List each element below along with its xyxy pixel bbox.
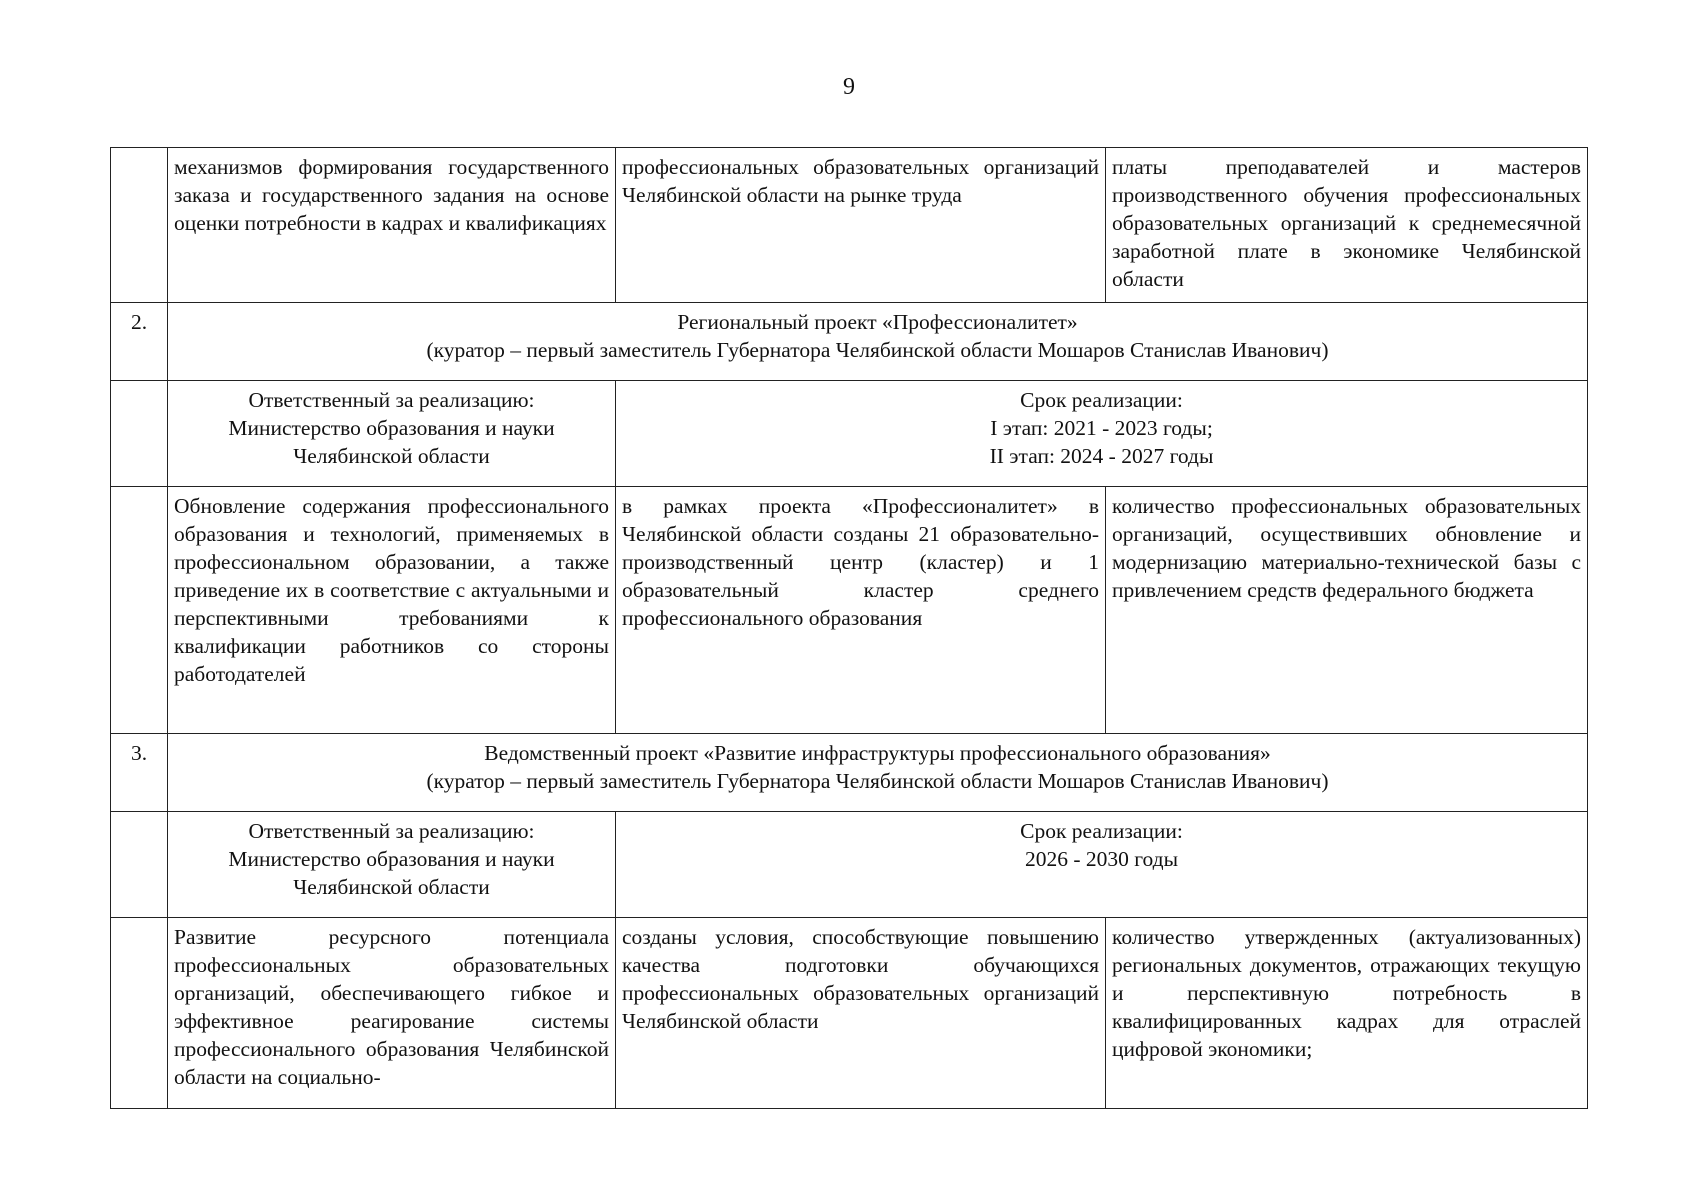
term-period: 2026 - 2030 годы <box>1024 847 1179 871</box>
responsibility-row <box>111 381 1588 487</box>
table-row <box>111 487 1588 734</box>
project-curator: (куратор – первый заместитель Губернатора Челябинской области Мошаров Станислав Иванович) <box>426 769 1329 793</box>
term-cell <box>616 812 1588 918</box>
result-cell: созданы условия, способствующие повышению качества подготовки обучающихся профессиональных образовательных организаций Челябинской области <box>616 918 1106 1109</box>
page-number: 9 <box>843 74 855 100</box>
responsible-label: Ответственный за реализацию: <box>248 819 535 843</box>
row-number-cell: 3. <box>111 734 168 812</box>
responsible-org-region: Челябинской области <box>293 875 490 899</box>
indicator-cell: количество утвержденных (актуализованных) региональных документов, отражающих текущую и перспективную потребность в квалифицированных кадрах для отраслей цифровой экономики; <box>1106 918 1588 1109</box>
result-cell: профессиональных образовательных организаций Челябинской области на рынке труда <box>616 148 1106 303</box>
term-stage-1: I этап: 2021 - 2023 годы; <box>990 416 1213 440</box>
project-title-cell <box>168 303 1588 381</box>
row-number-cell <box>111 148 168 303</box>
table-row <box>111 918 1588 1109</box>
project-curator: (куратор – первый заместитель Губернатора Челябинской области Мошаров Станислав Иванович) <box>426 338 1329 362</box>
row-number-cell: 2. <box>111 303 168 381</box>
task-cell: Обновление содержания профессионального образования и технологий, применяемых в профессиональном образовании, а также приведение их в соответствие с актуальными и перспективными требованиями к квалификации работников со стороны работодателей <box>168 487 616 734</box>
row-number-cell <box>111 918 168 1109</box>
task-cell: механизмов формирования государственного заказа и государственного задания на основе оценки потребности в кадрах и квалификациях <box>168 148 616 303</box>
project-title: Ведомственный проект «Развитие инфраструктуры профессионального образования» <box>484 741 1271 765</box>
task-cell: Развитие ресурсного потенциала профессиональных образовательных организаций, обеспечивающего гибкое и эффективное реагирование системы профессионального образования Челябинской области на социально- <box>168 918 616 1109</box>
project-header-row <box>111 303 1588 381</box>
term-cell <box>616 381 1588 487</box>
term-label: Срок реализации: <box>1020 819 1183 843</box>
indicator-cell: платы преподавателей и мастеров производственного обучения профессиональных образовательных организаций к среднемесячной заработной плате в экономике Челябинской области <box>1106 148 1588 303</box>
responsible-cell <box>168 812 616 918</box>
responsible-org: Министерство образования и науки <box>228 847 555 871</box>
responsibility-row <box>111 812 1588 918</box>
row-number-cell <box>111 487 168 734</box>
term-label: Срок реализации: <box>1020 388 1183 412</box>
responsible-org-region: Челябинской области <box>293 444 490 468</box>
responsible-cell <box>168 381 616 487</box>
result-cell: в рамках проекта «Профессионалитет» в Челябинской области созданы 21 образовательно-производственный центр (кластер) и 1 образовательный кластер среднего профессионального образования <box>616 487 1106 734</box>
responsible-label: Ответственный за реализацию: <box>248 388 535 412</box>
responsible-org: Министерство образования и науки <box>228 416 555 440</box>
program-table <box>110 147 1588 1109</box>
project-header-row <box>111 734 1588 812</box>
project-title: Региональный проект «Профессионалитет» <box>677 310 1078 334</box>
project-title-cell <box>168 734 1588 812</box>
term-stage-2: II этап: 2024 - 2027 годы <box>989 444 1214 468</box>
row-number-cell <box>111 381 168 487</box>
row-number-cell <box>111 812 168 918</box>
indicator-cell: количество профессиональных образовательных организаций, осуществивших обновление и модернизацию материально-технической базы с привлечением средств федерального бюджета <box>1106 487 1588 734</box>
table-row <box>111 148 1588 303</box>
